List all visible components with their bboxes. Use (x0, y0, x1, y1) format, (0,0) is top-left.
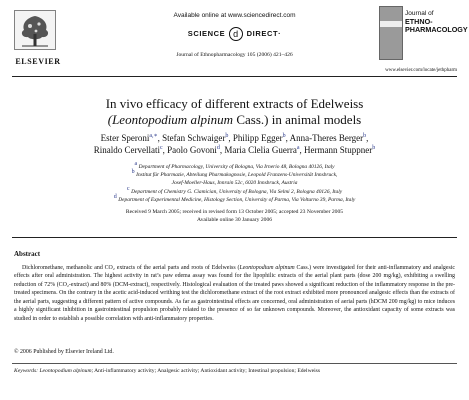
author-separator: , (228, 133, 233, 143)
affiliation-text: Department of Pharmacology, University of Bologna, Via Irnerio 48, Bologna 40126, Italy (138, 164, 335, 170)
author-separator: , (299, 145, 305, 155)
copyright-notice: © 2006 Published by Elsevier Ireland Ltd. (14, 349, 114, 355)
author-separator: , (366, 133, 369, 143)
author-affiliation-mark[interactable]: c (159, 145, 163, 151)
journal-logo-line2: ETHNO- (405, 17, 433, 26)
affiliation-mark: b (131, 169, 137, 176)
keywords-line (14, 368, 455, 374)
author-separator: , (219, 145, 225, 155)
author-affiliation-mark[interactable]: a,∗ (149, 133, 158, 139)
author-affiliation-mark[interactable]: b (372, 145, 376, 151)
affiliation-line (0, 185, 469, 196)
sd-right-text: DIRECT· (246, 28, 282, 38)
article-history (0, 208, 469, 224)
author-separator: , (285, 133, 290, 143)
affiliation-text: Josef-Moeller-Haus, Innrain 52c, 6020 Innsbruck, Austria (171, 180, 298, 187)
author-affiliation-mark[interactable]: b (363, 133, 367, 139)
abstract-text-2: Cass.) were investigated for their anti-inflammatory and analgesic effects after oral administration. The highest activity in rat’s paw edema assay was found for the lipophilic extracts of the aerial plant parts (dose 200 mg/kg), exhibiting a swelling reduction of 72% (CO₂-extract) and 80% (DCM-extract), respectively. Histological evaluation of the treated paws showed a significant reduction of the inflammatory response in the pre-treated specimens. On the contrary in the acetic acid-induced writhing test the dichloromethane extract of the root extract exhibited more pronounced analgesic effects than the extracts of the aerial parts, suggesting a different pattern of active compounds. As far as gastrointestinal effects are concerned, oral administration of aerial parts (hDCM 200 mg/kg) to mice induces a highly significant inhibition in gastrointestinal propulsion probably related to the presence of so far unknown compounds. Moreover, the antioxidant capacity of some extracts was studied in order to establish a possible correlation with anti-inflammatory properties. (14, 265, 455, 322)
title-species: (Leontopodium alpinum (107, 112, 234, 127)
title-line-2-rest: Cass.) in animal models (233, 112, 362, 127)
journal-citation: Journal of Ethnopharmacology 105 (2006) 421–426 (176, 52, 293, 58)
keywords-label: Keywords: (14, 368, 39, 374)
affiliation-text: Department of Experimental Medicine, Histology Section, University of Parma, Via Volturno 39, Parma, Italy (118, 196, 356, 203)
available-online-date: Available online 30 January 2006 (196, 217, 273, 223)
keywords-divider (12, 363, 457, 364)
abstract-text-1: Dichloromethane, methanolic and CO₂ extracts of the aerial parts and roots of Edelweiss ( (22, 265, 240, 271)
available-online-line[interactable]: Available online at www.sciencedirect.com (173, 12, 296, 19)
abstract-heading: Abstract (14, 250, 41, 258)
title-line-2 (0, 112, 469, 128)
author-affiliation-mark[interactable]: b (225, 133, 229, 139)
abstract-divider (12, 237, 457, 238)
authors-line-1 (0, 132, 469, 144)
journal-logo (379, 6, 468, 62)
author-name: Rinaldo Cervellati (93, 145, 160, 155)
affiliation-mark: c (126, 185, 132, 192)
affiliation-mark: d (113, 194, 119, 201)
affiliation-text: Department of Chemistry G. Ciamician, University of Bologna, Via Selmi 2, Bologna 40126, Italy (131, 188, 343, 195)
keywords-rest: ; Anti-inflammatory activity; Analgesic activity; Antioxidant activity; Intestinal propulsion; Edelweiss (91, 368, 321, 374)
author-name: Ester Speroni (100, 133, 150, 143)
affiliation-line (0, 179, 469, 187)
author-name: Anna-Theres Berger (289, 133, 364, 143)
author-affiliation-mark[interactable]: a (296, 145, 300, 151)
received-dates: Received 9 March 2005; received in revised form 13 October 2005; accepted 23 November 2005 (125, 209, 344, 215)
author-affiliation-mark[interactable]: b (282, 133, 286, 139)
author-affiliation-mark[interactable]: d (216, 145, 220, 151)
keyword-species: Leontopodium alpinum (39, 368, 92, 374)
journal-cover-icon (379, 6, 403, 60)
affiliation-line (0, 163, 469, 171)
author-name: Paolo Govoni (167, 145, 217, 155)
affiliations (0, 163, 469, 204)
author-name: Philipp Egger (232, 133, 283, 143)
abstract-paragraph (14, 264, 455, 323)
sd-at-icon: d (229, 27, 243, 41)
sd-left-text: SCIENCE (187, 28, 226, 38)
affiliation-line (0, 171, 469, 179)
abstract-species: Leontopodium alpinum (239, 265, 295, 271)
author-name: Stefan Schwaiger (162, 133, 226, 143)
author-name: Hermann Stuppner (304, 145, 373, 155)
journal-homepage-link[interactable]: www.elsevier.com/locate/jethpharm (385, 68, 457, 73)
author-separator: , (157, 133, 163, 143)
affiliation-mark: a (134, 161, 139, 168)
publisher-name: ELSEVIER (15, 57, 61, 66)
affiliation-line (0, 196, 469, 204)
author-name: Maria Clelia Guerra (224, 145, 297, 155)
author-separator: , (162, 145, 168, 155)
journal-logo-line3: PHARMACOLOGY (405, 25, 468, 34)
journal-logo-line1: Journal of (405, 10, 434, 17)
authors-line-2 (0, 144, 469, 156)
article-title (0, 96, 469, 128)
title-line-1: In vivo efficacy of different extracts of Edelweiss (105, 96, 364, 111)
affiliation-text: Institut für Pharmazie, Abteilung Pharmakognosie, Leopold Franzens-Universität Innsbruck, (136, 172, 338, 179)
header-divider (12, 76, 457, 77)
author-list (0, 132, 469, 156)
